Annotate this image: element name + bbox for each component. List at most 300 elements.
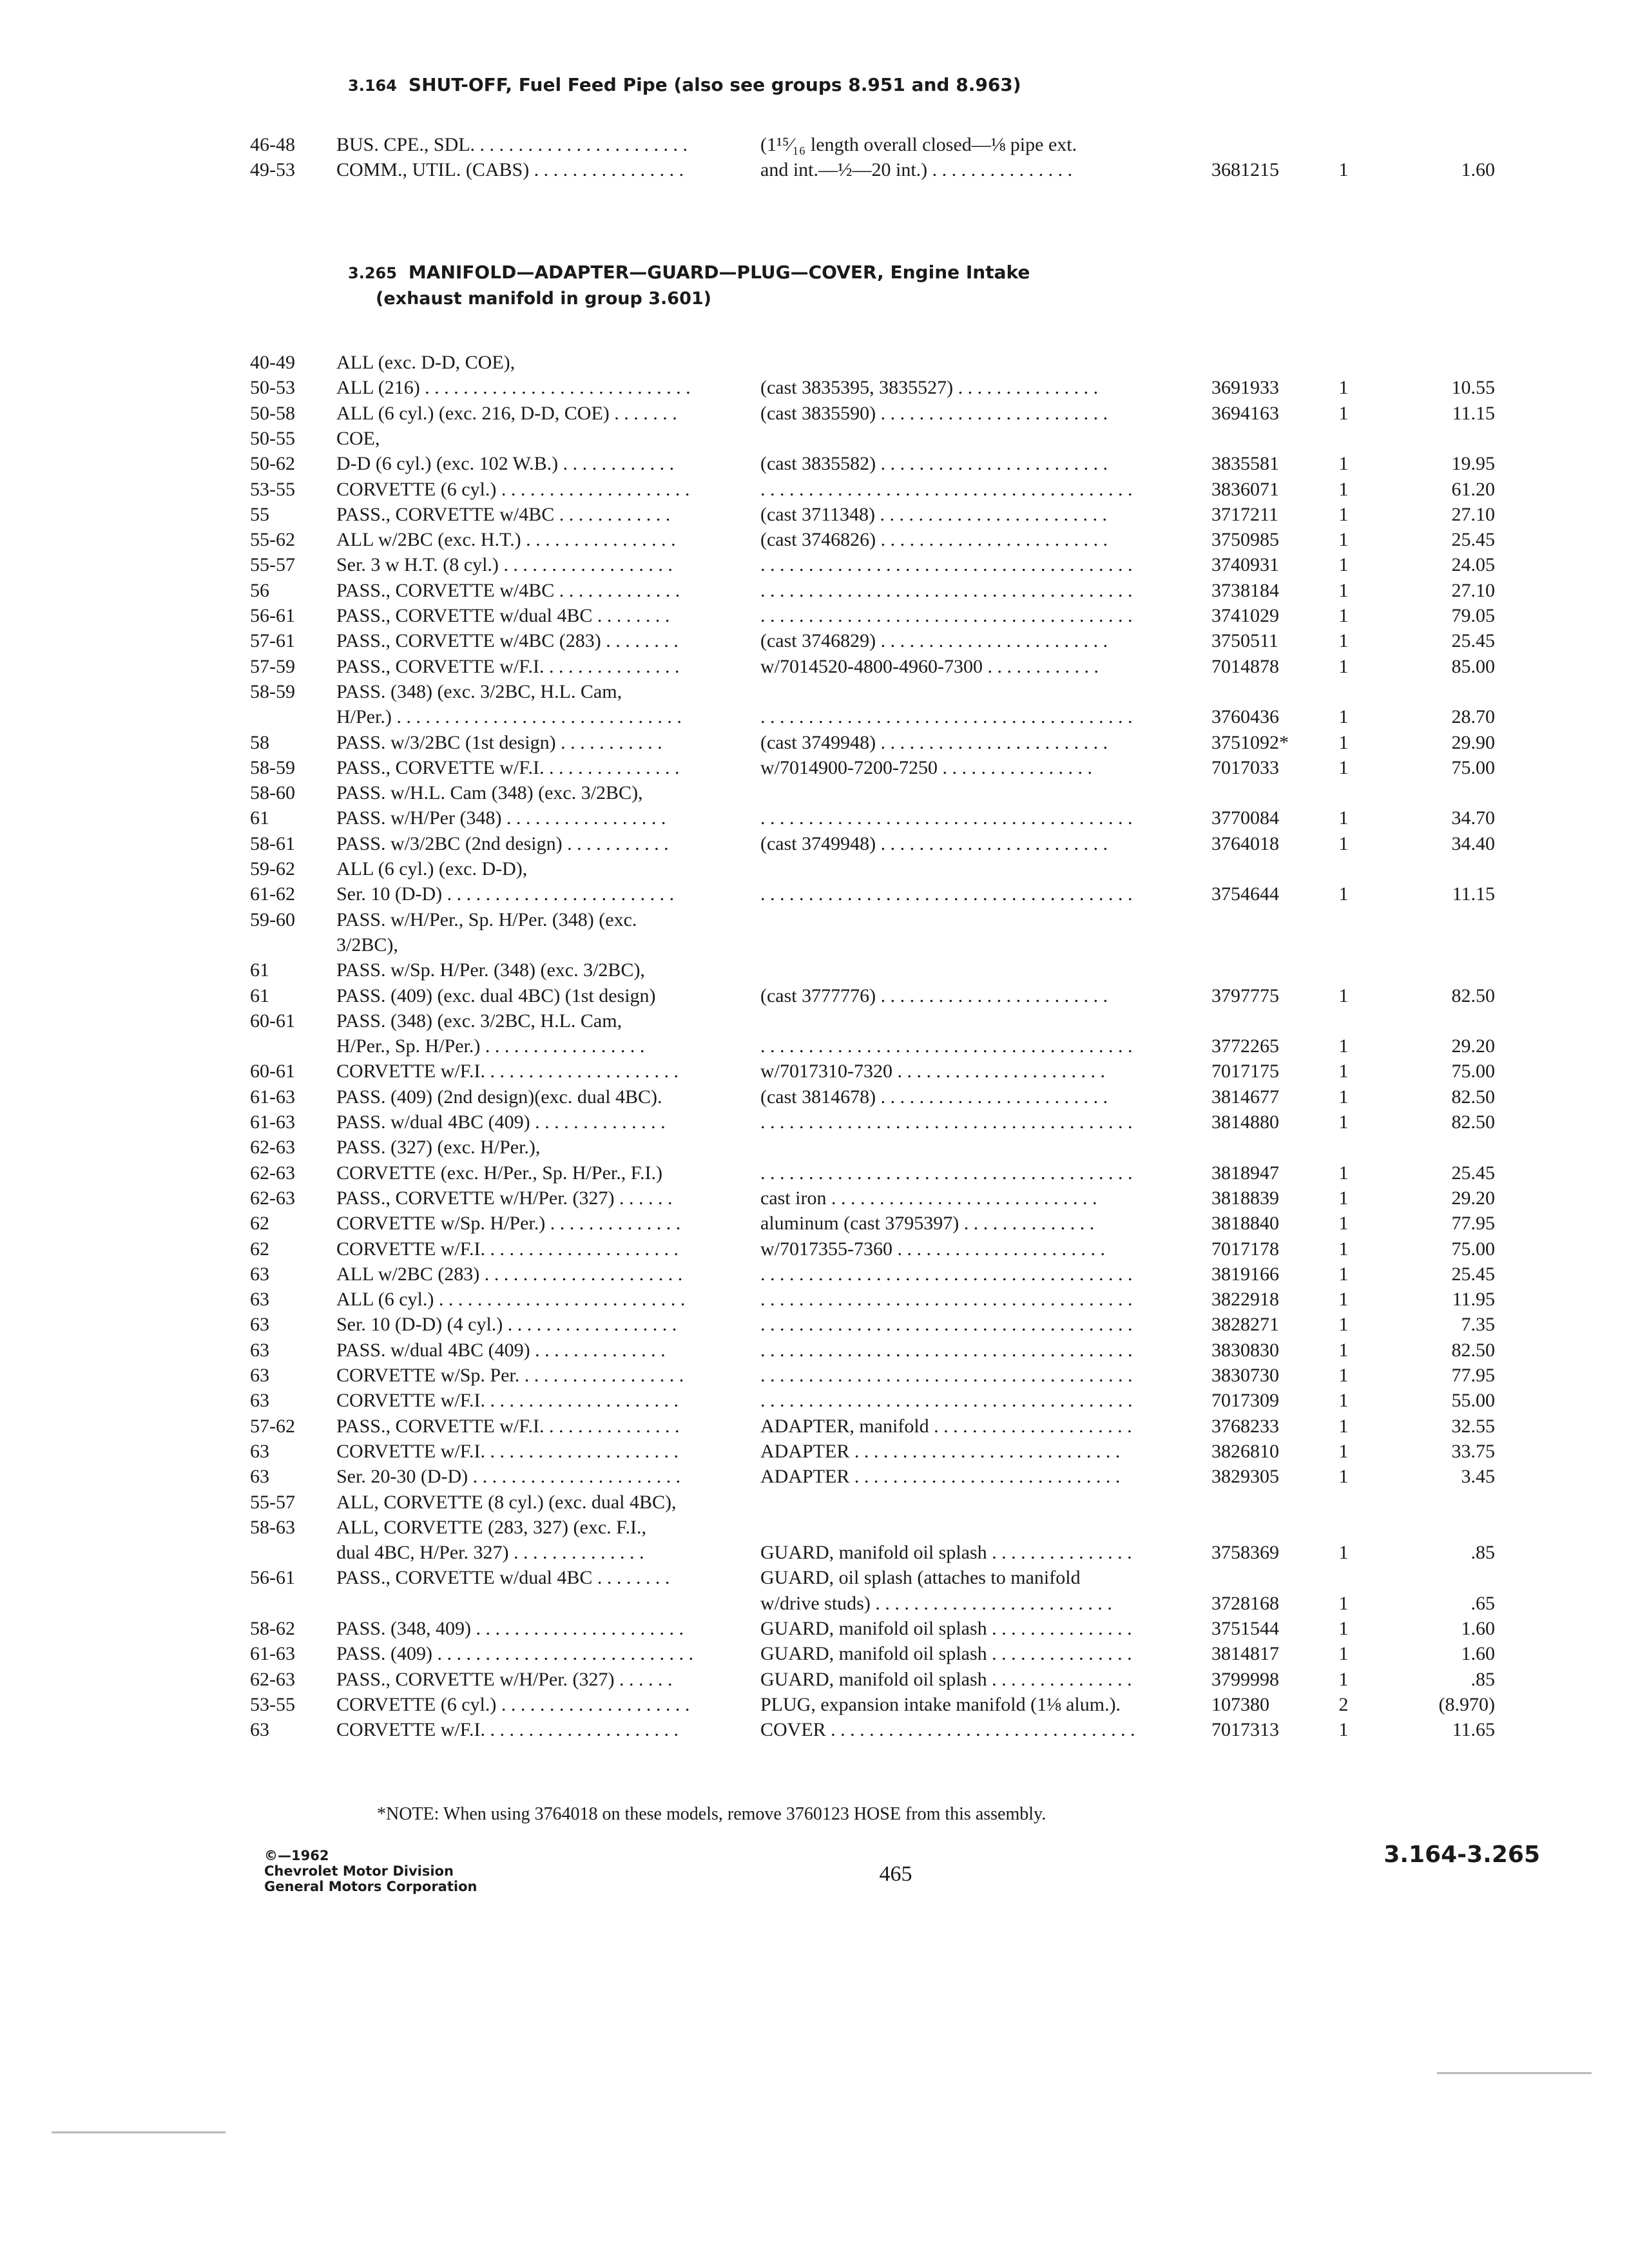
part-description: . . . . . . . . . . . . . . . . . . . . . . . . . . . . . . . . . . . . . . . (760, 1111, 1133, 1133)
model-years: 61-62 (250, 883, 295, 905)
model-application: PASS. (348, 409) . . . . . . . . . . . . . . . . . . . . . . (336, 1618, 684, 1639)
part-number: 3764018 (1211, 832, 1279, 854)
model-application: CORVETTE w/F.I. . . . . . . . . . . . . . . . . . . . . (336, 1719, 679, 1741)
part-number: 3750511 (1211, 630, 1278, 652)
model-years: 57-61 (250, 630, 295, 652)
table-row (0, 881, 1629, 907)
model-years: 50-58 (250, 402, 295, 424)
part-description: ADAPTER . . . . . . . . . . . . . . . . . . . . . . . . . . . . (760, 1466, 1121, 1488)
quantity: 1 (1338, 1339, 1349, 1361)
copyright-block (264, 1848, 477, 1894)
list-price: 75.00 (1451, 1238, 1495, 1260)
division-name: Chevrolet Motor Division (264, 1863, 454, 1879)
table-row (0, 375, 1629, 401)
quantity: 1 (1338, 706, 1349, 728)
list-price: 27.10 (1451, 503, 1495, 525)
model-years: 58 (250, 731, 269, 753)
scan-artifact (52, 2131, 226, 2133)
model-years: 57-62 (250, 1415, 295, 1437)
part-description: w/7017310-7320 . . . . . . . . . . . . . . . . . . . . . . (760, 1061, 1105, 1082)
part-description: GUARD, manifold oil splash . . . . . . . . . . . . . . . (760, 1542, 1132, 1564)
part-number: 3818839 (1211, 1187, 1279, 1209)
part-description: (cast 3835395, 3835527) . . . . . . . . . . . . . . . (760, 377, 1099, 399)
model-years: 62-63 (250, 1137, 295, 1158)
part-description: (cast 3835582) . . . . . . . . . . . . . . . . . . . . . . . . (760, 453, 1108, 475)
model-application: ALL (216) . . . . . . . . . . . . . . . . . . . . . . . . . . . . (336, 377, 691, 399)
table-row (0, 157, 1629, 183)
quantity: 1 (1338, 159, 1349, 180)
part-description: cast iron . . . . . . . . . . . . . . . . . . . . . . . . . . . . (760, 1187, 1097, 1209)
part-description: ADAPTER, manifold . . . . . . . . . . . . . . . . . . . . . (760, 1415, 1132, 1437)
quantity: 1 (1338, 554, 1349, 576)
model-application: PASS., CORVETTE w/F.I. . . . . . . . . . . . . . . (336, 756, 680, 778)
table-row (0, 603, 1629, 629)
model-application: PASS., CORVETTE w/H/Per. (327) . . . . . . (336, 1668, 673, 1690)
table-row (0, 1641, 1629, 1667)
part-description: . . . . . . . . . . . . . . . . . . . . . . . . . . . . . . . . . . . . . . . (760, 1390, 1133, 1412)
table-row (0, 1084, 1629, 1110)
part-description: . . . . . . . . . . . . . . . . . . . . . . . . . . . . . . . . . . . . . . . (760, 1314, 1133, 1336)
part-number: 3797775 (1211, 985, 1279, 1006)
quantity: 1 (1338, 1719, 1349, 1741)
part-number: 3814677 (1211, 1086, 1279, 1108)
model-years: 53-55 (250, 1693, 295, 1715)
list-price: 55.00 (1451, 1390, 1495, 1412)
table-row (0, 1515, 1629, 1541)
part-number: 3768233 (1211, 1415, 1279, 1437)
list-price: 32.55 (1451, 1415, 1495, 1437)
quantity: 1 (1338, 1035, 1349, 1057)
list-price: 29.20 (1451, 1187, 1495, 1209)
model-years: 53-55 (250, 478, 295, 500)
table-row (0, 1540, 1629, 1566)
list-price: 28.70 (1451, 706, 1495, 728)
model-years: 40-49 (250, 352, 295, 373)
model-application: CORVETTE w/F.I. . . . . . . . . . . . . . . . . . . . . (336, 1238, 679, 1260)
part-number: 7017309 (1211, 1390, 1279, 1412)
section-heading-3-164 (348, 72, 1021, 99)
part-description: PLUG, expansion intake manifold (1⅛ alum.). (760, 1693, 1121, 1715)
quantity: 1 (1338, 1592, 1349, 1614)
table-row (0, 730, 1629, 756)
list-price: 11.15 (1452, 402, 1495, 424)
part-number: 3694163 (1211, 402, 1279, 424)
quantity: 1 (1338, 478, 1349, 500)
list-price: 75.00 (1451, 1061, 1495, 1082)
part-number: 7017033 (1211, 756, 1279, 778)
table-row (0, 1033, 1629, 1059)
model-years: 57-59 (250, 655, 295, 677)
model-years: 62-63 (250, 1187, 295, 1209)
table-row (0, 527, 1629, 553)
table-row (0, 552, 1629, 578)
list-price: 75.00 (1451, 756, 1495, 778)
model-application: CORVETTE (6 cyl.) . . . . . . . . . . . . . . . . . . . . (336, 1693, 690, 1715)
part-number: 3681215 (1211, 159, 1279, 180)
quantity: 1 (1338, 377, 1349, 399)
model-years: 58-59 (250, 680, 295, 702)
quantity: 1 (1338, 1162, 1349, 1184)
part-description: (cast 3711348) . . . . . . . . . . . . . . . . . . . . . . . . (760, 503, 1108, 525)
part-number: 3835581 (1211, 453, 1279, 475)
list-price: .85 (1470, 1542, 1495, 1564)
table-row (0, 1565, 1629, 1591)
model-application: CORVETTE (exc. H/Per., Sp. H/Per., F.I.) (336, 1162, 662, 1184)
list-price: 10.55 (1451, 377, 1495, 399)
list-price: 19.95 (1451, 453, 1495, 475)
part-description: . . . . . . . . . . . . . . . . . . . . . . . . . . . . . . . . . . . . . . . (760, 579, 1133, 601)
table-row (0, 679, 1629, 705)
model-years: 63 (250, 1719, 269, 1741)
model-application: Ser. 20-30 (D-D) . . . . . . . . . . . . . . . . . . . . . . (336, 1466, 681, 1488)
part-number: 3770084 (1211, 807, 1279, 829)
model-application: PASS. w/H.L. Cam (348) (exc. 3/2BC), (336, 782, 643, 804)
part-description: (cast 3777776) . . . . . . . . . . . . . . . . . . . . . . . . (760, 985, 1108, 1006)
copyright-year: ©—1962 (264, 1848, 329, 1863)
part-number: 3814880 (1211, 1111, 1279, 1133)
list-price: 25.45 (1451, 1162, 1495, 1184)
model-years: 58-62 (250, 1618, 295, 1639)
model-years: 58-63 (250, 1516, 295, 1538)
section-title: MANIFOLD—ADAPTER—GUARD—PLUG—COVER, Engine Intake (408, 262, 1030, 283)
list-price: 11.15 (1452, 883, 1495, 905)
table-row (0, 451, 1629, 477)
part-description: . . . . . . . . . . . . . . . . . . . . . . . . . . . . . . . . . . . . . . . (760, 883, 1133, 905)
table-row (0, 628, 1629, 654)
quantity: 2 (1338, 1693, 1349, 1715)
model-application: PASS., CORVETTE w/4BC (283) . . . . . . . . (336, 630, 679, 652)
table-row (0, 1059, 1629, 1084)
model-years: 63 (250, 1390, 269, 1412)
model-years: 49-53 (250, 159, 295, 180)
model-application: ALL, CORVETTE (8 cyl.) (exc. dual 4BC), (336, 1491, 677, 1513)
list-price: 85.00 (1451, 655, 1495, 677)
model-application: PASS., CORVETTE w/4BC . . . . . . . . . . . . . (336, 579, 680, 601)
list-price: 82.50 (1451, 1086, 1495, 1108)
model-application: BUS. CPE., SDL. . . . . . . . . . . . . . . . . . . . . . . (336, 134, 688, 155)
model-years: 56-61 (250, 605, 295, 626)
part-description: (cast 3746829) . . . . . . . . . . . . . . . . . . . . . . . . (760, 630, 1108, 652)
part-description: aluminum (cast 3795397) . . . . . . . . . . . . . . (760, 1213, 1095, 1235)
corporation-name: General Motors Corporation (264, 1879, 477, 1894)
table-row (0, 704, 1629, 730)
table-row (0, 1414, 1629, 1439)
part-description: GUARD, manifold oil splash . . . . . . . . . . . . . . . (760, 1618, 1132, 1639)
model-years: 58-59 (250, 756, 295, 778)
model-years: 55-57 (250, 1491, 295, 1513)
quantity: 1 (1338, 731, 1349, 753)
model-years: 62 (250, 1238, 269, 1260)
table-row (0, 1110, 1629, 1135)
table-row (0, 932, 1629, 958)
part-number: 7014878 (1211, 655, 1279, 677)
list-price: 7.35 (1461, 1314, 1495, 1336)
part-description: (1¹⁵⁄₁₆ length overall closed—⅛ pipe ext. (760, 134, 1077, 155)
table-row (0, 477, 1629, 503)
part-description: (cast 3746826) . . . . . . . . . . . . . . . . . . . . . . . . (760, 529, 1108, 551)
model-years: 59-62 (250, 858, 295, 879)
part-description: w/7014900-7200-7250 . . . . . . . . . . . . . . . . (760, 756, 1092, 778)
part-number: 7017313 (1211, 1719, 1279, 1741)
model-years: 55 (250, 503, 269, 525)
model-application: 3/2BC), (336, 934, 398, 956)
model-years: 50-62 (250, 453, 295, 475)
list-price: 11.95 (1452, 1289, 1495, 1311)
table-row (0, 1135, 1629, 1160)
table-row (0, 502, 1629, 528)
table-row (0, 350, 1629, 376)
model-application: PASS. w/H/Per (348) . . . . . . . . . . . . . . . . . (336, 807, 666, 829)
table-row (0, 1338, 1629, 1363)
quantity: 1 (1338, 1263, 1349, 1285)
list-price: 24.05 (1451, 554, 1495, 576)
scan-artifact (1437, 2072, 1592, 2074)
quantity: 1 (1338, 756, 1349, 778)
part-description: . . . . . . . . . . . . . . . . . . . . . . . . . . . . . . . . . . . . . . . (760, 554, 1133, 576)
model-application: PASS. w/3/2BC (1st design) . . . . . . . . . . . (336, 731, 662, 753)
model-application: PASS., CORVETTE w/dual 4BC . . . . . . . . (336, 1567, 670, 1589)
part-description: . . . . . . . . . . . . . . . . . . . . . . . . . . . . . . . . . . . . . . . (760, 1263, 1133, 1285)
part-description: . . . . . . . . . . . . . . . . . . . . . . . . . . . . . . . . . . . . . . . (760, 1289, 1133, 1311)
part-number: 3738184 (1211, 579, 1279, 601)
part-number: 3741029 (1211, 605, 1279, 626)
part-number: 3829305 (1211, 1466, 1279, 1488)
list-price: 3.45 (1461, 1466, 1495, 1488)
model-years: 61 (250, 807, 269, 829)
part-description: (cast 3814678) . . . . . . . . . . . . . . . . . . . . . . . . (760, 1086, 1108, 1108)
part-description: (cast 3749948) . . . . . . . . . . . . . . . . . . . . . . . . (760, 832, 1108, 854)
model-years: 62-63 (250, 1162, 295, 1184)
model-years: 63 (250, 1289, 269, 1311)
model-application: PASS. w/dual 4BC (409) . . . . . . . . . . . . . . (336, 1339, 666, 1361)
part-description: GUARD, oil splash (attaches to manifold (760, 1567, 1081, 1589)
table-row (0, 1464, 1629, 1490)
quantity: 1 (1338, 529, 1349, 551)
model-application: ALL, CORVETTE (283, 327) (exc. F.I., (336, 1516, 646, 1538)
list-price: 29.90 (1451, 731, 1495, 753)
model-application: CORVETTE w/Sp. H/Per.) . . . . . . . . . . . . . . (336, 1213, 681, 1235)
part-number: 7017175 (1211, 1061, 1279, 1082)
part-description: . . . . . . . . . . . . . . . . . . . . . . . . . . . . . . . . . . . . . . . (760, 1339, 1133, 1361)
part-number: 3830830 (1211, 1339, 1279, 1361)
list-price: 77.95 (1451, 1365, 1495, 1386)
part-description: ADAPTER . . . . . . . . . . . . . . . . . . . . . . . . . . . . (760, 1440, 1121, 1462)
model-application: Ser. 3 w H.T. (8 cyl.) . . . . . . . . . . . . . . . . . . (336, 554, 673, 576)
table-row (0, 1363, 1629, 1389)
list-price: 82.50 (1451, 985, 1495, 1006)
list-price: .65 (1470, 1592, 1495, 1614)
part-number: 3799998 (1211, 1668, 1279, 1690)
quantity: 1 (1338, 1618, 1349, 1639)
model-years: 61 (250, 959, 269, 981)
part-description: (cast 3749948) . . . . . . . . . . . . . . . . . . . . . . . . (760, 731, 1108, 753)
part-number: 3758369 (1211, 1542, 1279, 1564)
quantity: 1 (1338, 883, 1349, 905)
section-number: 3.265 (348, 264, 397, 282)
model-application: ALL (6 cyl.) (exc. D-D), (336, 858, 528, 879)
list-price: 34.70 (1451, 807, 1495, 829)
table-row (0, 1616, 1629, 1642)
table-row (0, 907, 1629, 933)
table-row (0, 401, 1629, 427)
table-row (0, 1591, 1629, 1617)
model-years: 62 (250, 1213, 269, 1235)
part-number: 3760436 (1211, 706, 1279, 728)
part-description: (cast 3835590) . . . . . . . . . . . . . . . . . . . . . . . . (760, 402, 1108, 424)
model-years: 59-60 (250, 908, 295, 930)
table-row (0, 1186, 1629, 1211)
table-row (0, 1439, 1629, 1465)
model-years: 60-61 (250, 1061, 295, 1082)
part-description: and int.—½—20 int.) . . . . . . . . . . . . . . . (760, 159, 1073, 180)
quantity: 1 (1338, 1415, 1349, 1437)
model-application: ALL w/2BC (283) . . . . . . . . . . . . . . . . . . . . . (336, 1263, 683, 1285)
quantity: 1 (1338, 453, 1349, 475)
list-price: 29.20 (1451, 1035, 1495, 1057)
section-number: 3.164 (348, 77, 397, 95)
list-price: 82.50 (1451, 1339, 1495, 1361)
model-application: CORVETTE w/F.I. . . . . . . . . . . . . . . . . . . . . (336, 1061, 679, 1082)
part-number: 3728168 (1211, 1592, 1279, 1614)
model-years: 61 (250, 985, 269, 1006)
table-row (0, 831, 1629, 857)
model-application: CORVETTE w/F.I. . . . . . . . . . . . . . . . . . . . . (336, 1440, 679, 1462)
model-years: 63 (250, 1263, 269, 1285)
list-price: 82.50 (1451, 1111, 1495, 1133)
list-price: (8.970) (1438, 1693, 1495, 1715)
model-years: 62-63 (250, 1668, 295, 1690)
part-number: 3828271 (1211, 1314, 1279, 1336)
model-application: ALL (6 cyl.) (exc. 216, D-D, COE) . . . . . . . (336, 402, 677, 424)
model-application: PASS., CORVETTE w/H/Per. (327) . . . . . . (336, 1187, 673, 1209)
part-number: 3836071 (1211, 478, 1279, 500)
part-description: . . . . . . . . . . . . . . . . . . . . . . . . . . . . . . . . . . . . . . . (760, 1162, 1133, 1184)
table-row (0, 1160, 1629, 1186)
part-description: GUARD, manifold oil splash . . . . . . . . . . . . . . . (760, 1668, 1132, 1690)
table-row (0, 983, 1629, 1009)
model-years: 56 (250, 579, 269, 601)
table-row (0, 1490, 1629, 1515)
quantity: 1 (1338, 1314, 1349, 1336)
table-row (0, 1717, 1629, 1743)
part-number: 3740931 (1211, 554, 1279, 576)
table-row (0, 654, 1629, 680)
model-application: H/Per., Sp. H/Per.) . . . . . . . . . . . . . . . . . (336, 1035, 645, 1057)
quantity: 1 (1338, 1643, 1349, 1665)
model-application: PASS., CORVETTE w/dual 4BC . . . . . . . . (336, 605, 670, 626)
quantity: 1 (1338, 832, 1349, 854)
list-price: 25.45 (1451, 529, 1495, 551)
quantity: 1 (1338, 807, 1349, 829)
list-price: 1.60 (1461, 159, 1495, 180)
part-description: GUARD, manifold oil splash . . . . . . . . . . . . . . . (760, 1643, 1132, 1665)
footnote: *NOTE: When using 3764018 on these models, remove 3760123 HOSE from this assembly. (377, 1804, 1046, 1824)
part-number: 107380 (1211, 1693, 1269, 1715)
part-number: 7017178 (1211, 1238, 1279, 1260)
model-application: PASS. (348) (exc. 3/2BC, H.L. Cam, (336, 1010, 622, 1032)
table-row (0, 1008, 1629, 1034)
model-years: 63 (250, 1339, 269, 1361)
model-application: PASS. (348) (exc. 3/2BC, H.L. Cam, (336, 680, 622, 702)
table-row (0, 1312, 1629, 1338)
table-row (0, 578, 1629, 604)
model-years: 63 (250, 1365, 269, 1386)
model-application: D-D (6 cyl.) (exc. 102 W.B.) . . . . . . . . . . . . (336, 453, 675, 475)
quantity: 1 (1338, 1440, 1349, 1462)
section-subtitle: (exhaust manifold in group 3.601) (376, 289, 711, 309)
quantity: 1 (1338, 1086, 1349, 1108)
list-price: 11.65 (1452, 1719, 1495, 1741)
quantity: 1 (1338, 985, 1349, 1006)
model-years: 58-61 (250, 832, 295, 854)
model-application: CORVETTE w/Sp. Per. . . . . . . . . . . . . . . . . . (336, 1365, 684, 1386)
quantity: 1 (1338, 1365, 1349, 1386)
list-price: 1.60 (1461, 1618, 1495, 1639)
quantity: 1 (1338, 1213, 1349, 1235)
table-row (0, 132, 1629, 158)
model-application: COE, (336, 427, 380, 449)
list-price: .85 (1470, 1668, 1495, 1690)
quantity: 1 (1338, 655, 1349, 677)
table-row (0, 1692, 1629, 1718)
part-number: 3814817 (1211, 1643, 1279, 1665)
model-application: COMM., UTIL. (CABS) . . . . . . . . . . . . . . . . (336, 159, 684, 180)
table-row (0, 1236, 1629, 1262)
model-application: dual 4BC, H/Per. 327) . . . . . . . . . . . . . . (336, 1542, 644, 1564)
part-number: 3822918 (1211, 1289, 1279, 1311)
table-row (0, 805, 1629, 831)
table-row (0, 1667, 1629, 1693)
quantity: 1 (1338, 1187, 1349, 1209)
model-application: ALL (6 cyl.) . . . . . . . . . . . . . . . . . . . . . . . . . . (336, 1289, 686, 1311)
model-application: PASS. w/H/Per., Sp. H/Per. (348) (exc. (336, 908, 637, 930)
model-application: PASS. (409) . . . . . . . . . . . . . . . . . . . . . . . . . . . (336, 1643, 693, 1665)
model-years: 50-53 (250, 377, 295, 399)
page-number: 465 (879, 1862, 912, 1886)
quantity: 1 (1338, 1466, 1349, 1488)
section-heading-3-265 (348, 260, 1030, 286)
model-application: CORVETTE (6 cyl.) . . . . . . . . . . . . . . . . . . . . (336, 478, 690, 500)
quantity: 1 (1338, 1061, 1349, 1082)
table-row (0, 1287, 1629, 1312)
part-number: 3826810 (1211, 1440, 1279, 1462)
section-title: SHUT-OFF, Fuel Feed Pipe (also see groups 8.951 and 8.963) (408, 74, 1021, 95)
model-years: 61-63 (250, 1086, 295, 1108)
part-description: . . . . . . . . . . . . . . . . . . . . . . . . . . . . . . . . . . . . . . . (760, 605, 1133, 626)
quantity: 1 (1338, 1390, 1349, 1412)
part-description: w/drive studs) . . . . . . . . . . . . . . . . . . . . . . . . . (760, 1592, 1112, 1614)
model-application: PASS. w/Sp. H/Per. (348) (exc. 3/2BC), (336, 959, 645, 981)
quantity: 1 (1338, 402, 1349, 424)
part-description: w/7014520-4800-4960-7300 . . . . . . . . . . . . (760, 655, 1099, 677)
model-years: 60-61 (250, 1010, 295, 1032)
model-years: 56-61 (250, 1567, 295, 1589)
table-row (0, 426, 1629, 452)
list-price: 25.45 (1451, 630, 1495, 652)
table-row (0, 1262, 1629, 1287)
part-description: . . . . . . . . . . . . . . . . . . . . . . . . . . . . . . . . . . . . . . . (760, 478, 1133, 500)
quantity: 1 (1338, 1289, 1349, 1311)
list-price: 1.60 (1461, 1643, 1495, 1665)
quantity: 1 (1338, 605, 1349, 626)
model-years: 55-62 (250, 529, 295, 551)
part-number: 3691933 (1211, 377, 1279, 399)
table-row (0, 1388, 1629, 1414)
list-price: 27.10 (1451, 579, 1495, 601)
quantity: 1 (1338, 1542, 1349, 1564)
list-price: 77.95 (1451, 1213, 1495, 1235)
part-number: 3751544 (1211, 1618, 1279, 1639)
